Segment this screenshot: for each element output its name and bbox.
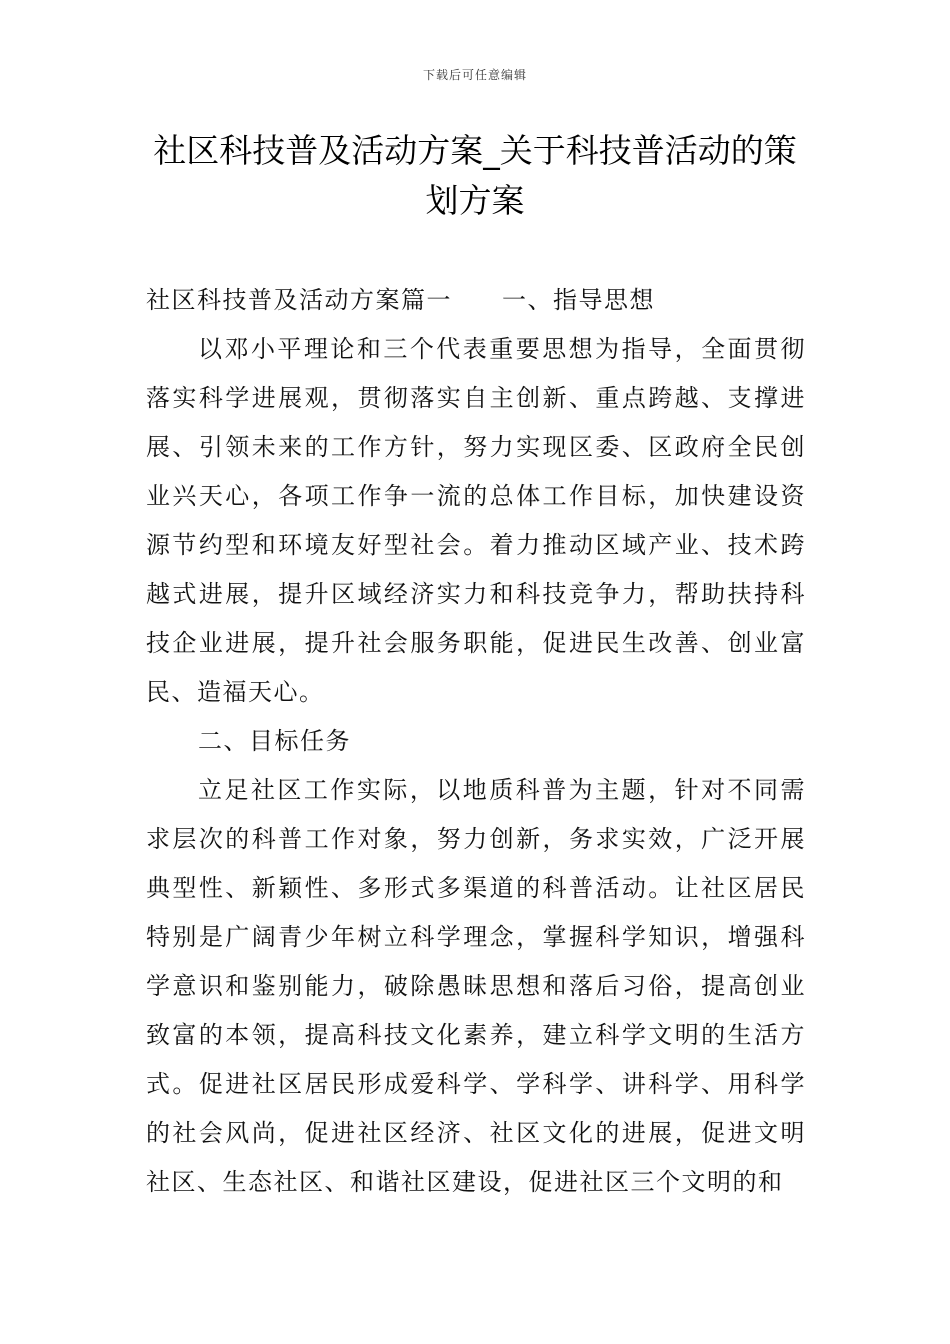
- page-header-note: 下载后可任意编辑: [422, 68, 527, 82]
- section-heading-2: 二、目标任务: [198, 727, 351, 755]
- document-body: [146, 276, 806, 1207]
- intro-label: 社区科技普及活动方案篇一: [146, 286, 452, 314]
- intro-line: [146, 276, 806, 325]
- section-heading-1: 一、指导思想: [502, 286, 655, 314]
- paragraph-2: 立足社区工作实际，以地质科普为主题，针对不同需求层次的科普工作对象，努力创新，务求实效，广泛开展典型性、新颖性、多形式多渠道的科普活动。让社区居民特别是广阔青少年树立科学理念，掌握科学知识，增强科学意识和鉴别能力，破除愚昧思想和落后习俗，提高创业致富的本领，提高科技文化素养，建立科学文明的生活方式。促进社区居民形成爱科学、学科学、讲科学、用科学的社会风尚，促进社区经济、社区文化的进展，促进文明社区、生态社区、和谐社区建设，促进社区三个文明的和: [146, 776, 806, 1196]
- paragraph-1: 以邓小平理论和三个代表重要思想为指导，全面贯彻落实科学进展观，贯彻落实自主创新、重点跨越、支撑进展、引领未来的工作方针，努力实现区委、区政府全民创业兴天心，各项工作争一流的总体工作目标，加快建设资源节约型和环境友好型社会。着力推动区域产业、技术跨越式进展，提升区域经济实力和科技竞争力，帮助扶持科技企业进展，提升社会服务职能，促进民生改善、创业富民、造福天心。: [146, 335, 806, 706]
- document-title: 社区科技普及活动方案_关于科技普活动的策划方案: [153, 131, 797, 220]
